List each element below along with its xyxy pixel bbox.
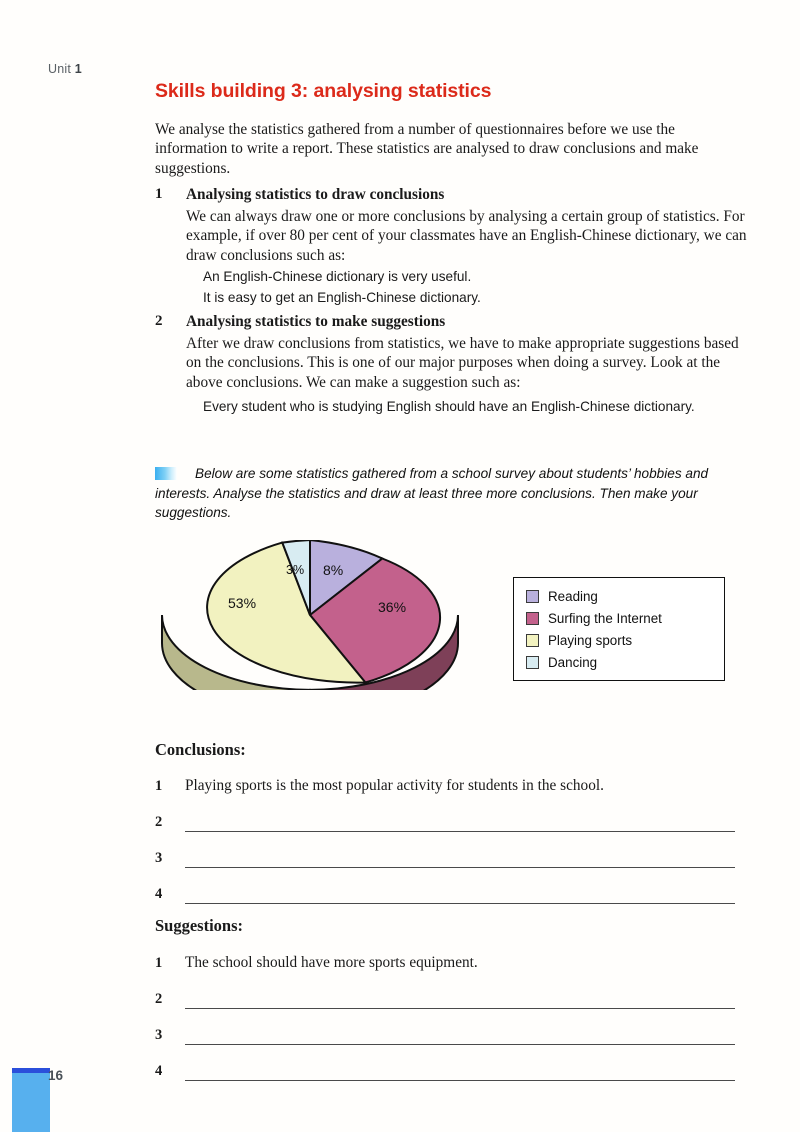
suggestion-number-1: 1 xyxy=(155,955,163,971)
chart-legend xyxy=(513,577,725,681)
page-tab-cap xyxy=(12,1068,50,1073)
conclusions-list xyxy=(155,778,745,922)
section-1-example-2: It is easy to get an English-Chinese dictionary. xyxy=(203,289,481,305)
conclusion-row-4[interactable] xyxy=(155,886,745,922)
intro-paragraph: We analyse the statistics gathered from a number of questionnaires before we use the information to write a report. These statistics are analysed to draw conclusions and make suggestions. xyxy=(155,121,699,177)
legend-swatch-dancing xyxy=(526,656,539,669)
page-tab-marker xyxy=(12,1068,50,1132)
conclusion-row-1 xyxy=(155,778,745,814)
conclusion-number-4: 4 xyxy=(155,886,163,902)
conclusion-blank-4[interactable] xyxy=(185,903,735,904)
pie-chart-svg xyxy=(150,540,510,690)
legend-item-dancing xyxy=(526,651,724,673)
suggestion-row-2[interactable] xyxy=(155,991,745,1027)
conclusion-blank-2[interactable] xyxy=(185,831,735,832)
suggestion-number-4: 4 xyxy=(155,1063,163,1079)
legend-swatch-sports xyxy=(526,634,539,647)
suggestion-text-1: The school should have more sports equipment. xyxy=(185,954,478,971)
pie-label-dancing: 3% xyxy=(286,563,305,577)
conclusion-number-1: 1 xyxy=(155,778,163,794)
legend-label-dancing: Dancing xyxy=(548,654,598,670)
conclusion-number-2: 2 xyxy=(155,814,163,830)
section-1-number: 1 xyxy=(155,186,163,202)
page-title: Skills building 3: analysing statistics xyxy=(155,80,492,102)
legend-label-reading: Reading xyxy=(548,588,598,604)
section-2 xyxy=(155,313,755,416)
legend-swatch-surfing xyxy=(526,612,539,625)
legend-item-sports xyxy=(526,629,724,651)
conclusions-heading: Conclusions: xyxy=(155,740,246,759)
legend-label-surfing: Surfing the Internet xyxy=(548,610,662,626)
unit-label-text: Unit xyxy=(48,62,72,76)
suggestion-blank-4[interactable] xyxy=(185,1080,735,1081)
section-1-example-1: An English-Chinese dictionary is very useful. xyxy=(203,269,472,285)
suggestions-heading: Suggestions: xyxy=(155,916,244,935)
section-2-example-1: Every student who is studying English should have an English-Chinese dictionary. xyxy=(203,399,695,415)
unit-label xyxy=(48,62,82,76)
suggestion-row-1 xyxy=(155,955,745,991)
section-2-number: 2 xyxy=(155,313,163,329)
conclusion-number-3: 3 xyxy=(155,850,163,866)
legend-swatch-reading xyxy=(526,590,539,603)
instruction-text: Below are some statistics gathered from a school survey about students’ hobbies and interests. Analyse the statistics and draw at least three more conclusions. Then make your suggestions. xyxy=(155,466,709,521)
conclusion-blank-3[interactable] xyxy=(185,867,735,868)
conclusion-text-1: Playing sports is the most popular activity for students in the school. xyxy=(185,777,604,794)
blue-marker-icon xyxy=(155,467,177,480)
pie-label-sports: 53% xyxy=(228,595,257,611)
section-1-heading: Analysing statistics to draw conclusions xyxy=(186,186,445,203)
page-number: 16 xyxy=(48,1068,64,1083)
instruction-callout xyxy=(155,464,745,523)
legend-item-surfing xyxy=(526,607,724,629)
suggestion-row-4[interactable] xyxy=(155,1063,745,1099)
legend-item-reading xyxy=(526,585,724,607)
legend-label-sports: Playing sports xyxy=(548,632,633,648)
suggestion-row-3[interactable] xyxy=(155,1027,745,1063)
section-1 xyxy=(155,186,755,306)
section-1-paragraph: We can always draw one or more conclusions by analysing a certain group of statistics. For example, if over 80 per cent of your classmates have an English-Chinese dictionary, we can draw conclusions such as: xyxy=(186,208,747,264)
pie-label-surfing: 36% xyxy=(378,599,407,615)
suggestions-list xyxy=(155,955,745,1099)
conclusion-row-2[interactable] xyxy=(155,814,745,850)
conclusion-row-3[interactable] xyxy=(155,850,745,886)
suggestion-number-2: 2 xyxy=(155,991,163,1007)
suggestion-blank-2[interactable] xyxy=(185,1008,735,1009)
section-2-paragraph: After we draw conclusions from statistics, we have to make appropriate suggestions based on the conclusions. This is one of our major purposes when doing a survey. Look at the above conclusions. We can make a suggestion such as: xyxy=(186,335,739,391)
pie-label-reading: 8% xyxy=(323,562,344,578)
section-2-heading: Analysing statistics to make suggestions xyxy=(186,313,446,330)
suggestion-number-3: 3 xyxy=(155,1027,163,1043)
unit-number: 1 xyxy=(74,62,82,76)
pie-chart xyxy=(150,540,750,690)
suggestion-blank-3[interactable] xyxy=(185,1044,735,1045)
